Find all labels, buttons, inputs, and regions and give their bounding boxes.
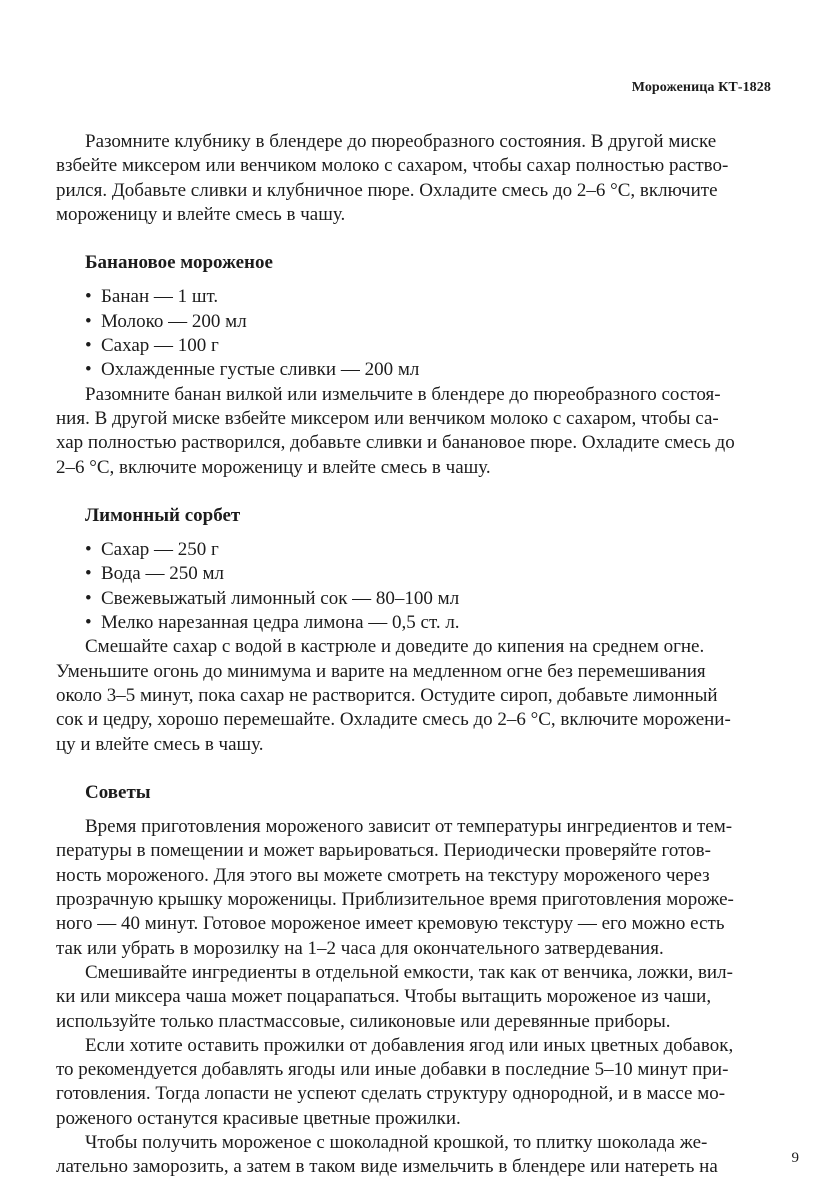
ingredient-text: Банан — 1 шт. bbox=[101, 286, 219, 308]
banana-method-paragraph: Разомните банан вилкой или измельчите в блендере до пюреобразного состоя- ния. В другой миске взбейте миксером или венчиком молоко с сахаром, чтобы са- хар полностью растворился, добавьте сливки и банановое пюре. Охладите смесь до 2–6 °С, включите мороженицу и влейте смесь в чашу. bbox=[56, 383, 735, 478]
lemon-ingredients-list bbox=[56, 538, 773, 635]
tips-paragraph: Чтобы получить мороженое с шоколадной крошкой, то плитку шоколада же- лательно заморозить, а затем в таком виде измельчить в блендере или натереть на bbox=[56, 1131, 718, 1178]
list-item bbox=[85, 334, 773, 358]
bullet-icon: • bbox=[85, 563, 92, 585]
tips-paragraph: Если хотите оставить прожилки от добавления ягод или иных цветных добавок, то рекомендуется добавлять ягоды или иные добавки в последние 5–10 минут при- готовления. Тогда лопасти не успеют сделать структуру однородной, и в массе мо- роженого останутся красивые цветные прожилки. bbox=[56, 1034, 734, 1129]
bullet-icon: • bbox=[85, 335, 92, 357]
running-header: Мороженица КТ-1828 bbox=[631, 80, 771, 95]
page-content bbox=[56, 130, 773, 1180]
list-item bbox=[85, 358, 773, 382]
ingredient-text: Охлажденные густые сливки — 200 мл bbox=[101, 359, 420, 381]
list-item bbox=[85, 310, 773, 334]
spacer bbox=[56, 227, 773, 237]
intro-paragraph: Разомните клубнику в блендере до пюреобразного состояния. В другой миске взбейте миксером или венчиком молоко с сахаром, чтобы сахар полностью раство- рился. Добавьте сливки и клубничное пюре. Охладите смесь до 2–6 °С, включите мороженицу и влейте смесь в чашу. bbox=[56, 131, 729, 225]
tips-paragraph: Смешивайте ингредиенты в отдельной емкости, так как от венчика, ложки, вил- ки или миксера чаша может поцарапаться. Чтобы вытащить мороженое из чаши, используйте только пластмассовые, силиконовые или деревянные приборы. bbox=[56, 961, 733, 1032]
ingredient-text: Сахар — 250 г bbox=[101, 539, 219, 561]
lemon-recipe-title: Лимонный сорбет bbox=[85, 504, 241, 526]
lemon-recipe bbox=[56, 504, 773, 757]
ingredient-text: Сахар — 100 г bbox=[101, 335, 219, 357]
list-item bbox=[85, 538, 773, 562]
bullet-icon: • bbox=[85, 310, 92, 332]
list-item bbox=[85, 562, 773, 586]
banana-recipe-title: Банановое мороженое bbox=[85, 252, 273, 274]
lemon-method-paragraph: Смешайте сахар с водой в кастрюле и доведите до кипения на среднем огне. Уменьшите огонь до минимума и варите на медленном огне без перемешивания около 3–5 минут, пока сахар не растворится. Остудите сироп, добавьте лимонный сок и цедру, хорошо перемешайте. Охладите смесь до 2–6 °С, включите морожени- цу и влейте смесь в чашу. bbox=[56, 636, 731, 755]
banana-recipe bbox=[56, 251, 773, 480]
bullet-icon: • bbox=[85, 286, 92, 308]
bullet-icon: • bbox=[85, 539, 92, 561]
page-number: 9 bbox=[791, 1150, 799, 1166]
tips-section bbox=[56, 781, 773, 1180]
ingredient-text: Свежевыжатый лимонный сок — 80–100 мл bbox=[101, 587, 460, 609]
ingredient-text: Молоко — 200 мл bbox=[101, 310, 247, 332]
tips-paragraph: Время приготовления мороженого зависит от температуры ингредиентов и тем- пературы в помещении и может варьироваться. Периодически проверяйте готов- ность мороженого. Для этого вы можете смотреть на текстуру мороженого через прозрачную крышку мороженицы. Приблизительное время приготовления мороже- ного — 40 минут. Готовое мороженое имеет кремовую текстуру — его можно есть так или убрать в морозилку на 1–2 часа для окончательного затвердевания. bbox=[56, 816, 734, 959]
bullet-icon: • bbox=[85, 612, 92, 634]
bullet-icon: • bbox=[85, 587, 92, 609]
list-item bbox=[85, 611, 773, 635]
ingredient-text: Мелко нарезанная цедра лимона — 0,5 ст. л. bbox=[101, 612, 460, 634]
list-item bbox=[85, 285, 773, 309]
banana-ingredients-list bbox=[56, 285, 773, 382]
list-item bbox=[85, 587, 773, 611]
ingredient-text: Вода — 250 мл bbox=[101, 563, 224, 585]
spacer bbox=[56, 480, 773, 490]
tips-title: Советы bbox=[85, 781, 151, 803]
spacer bbox=[56, 757, 773, 767]
bullet-icon: • bbox=[85, 359, 92, 381]
